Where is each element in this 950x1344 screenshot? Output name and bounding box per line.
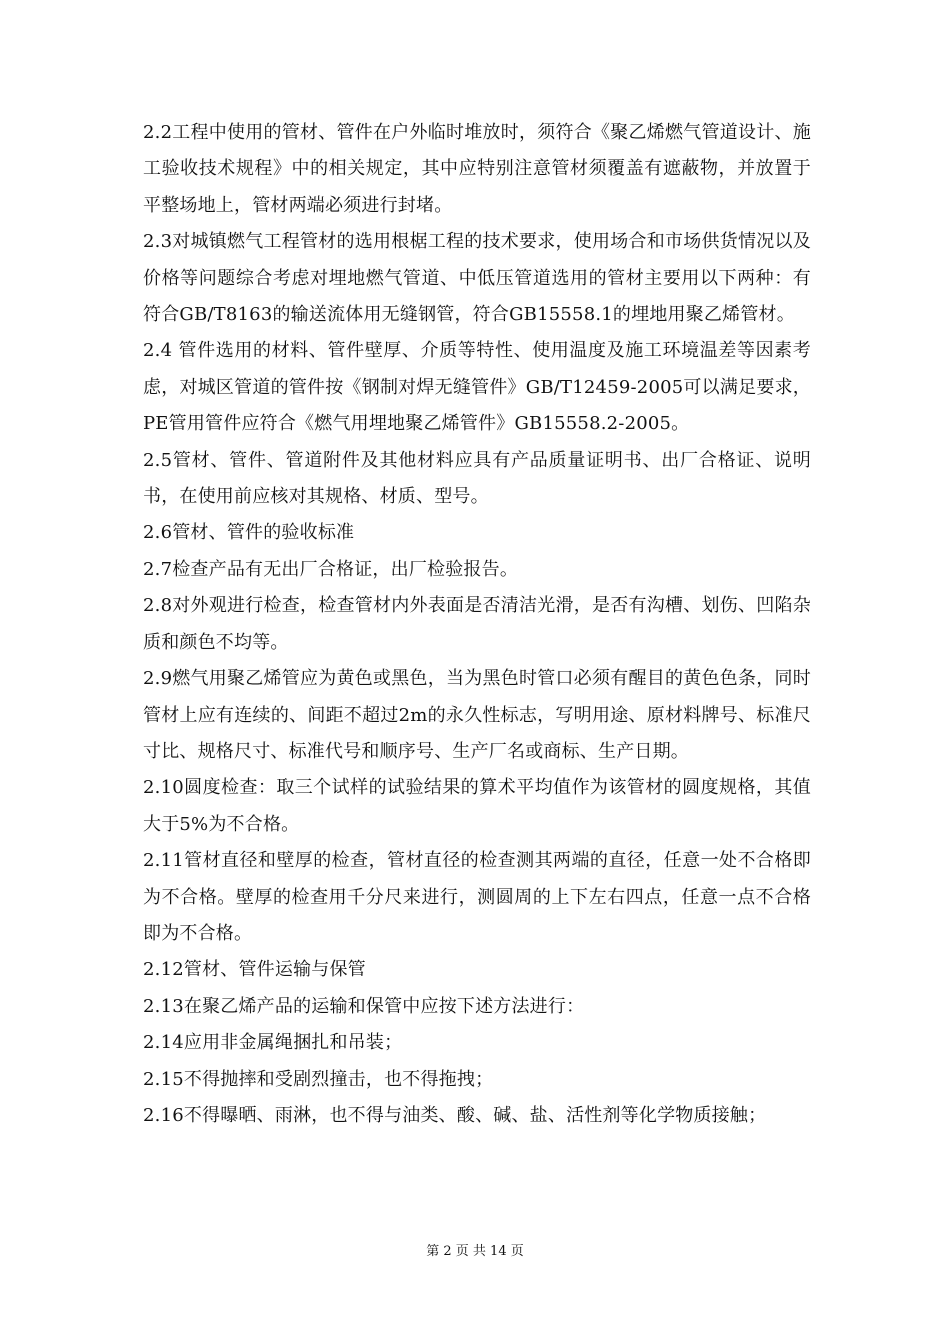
paragraph-2-13: 2.13在聚乙烯产品的运输和保管中应按下述方法进行： <box>143 995 585 1017</box>
paragraph-2-12: 2.12管材、管件运输与保管 <box>143 959 366 981</box>
page-number-footer: 第 2 页 共 14 页 <box>426 1244 524 1259</box>
document-body <box>143 115 811 1134</box>
paragraph-2-16: 2.16不得曝晒、雨淋，也不得与油类、酸、碱、盐、活性剂等化学物质接触； <box>143 1104 767 1126</box>
paragraph-2-2: 2.2工程中使用的管材、管件在户外临时堆放时，须符合《聚乙烯燃气管道设计、施工验收技术规程》中的相关规定，其中应特别注意管材须覆盖有遮蔽物，并放置于平整场地上，管材两端必须进行封堵。 <box>143 122 811 216</box>
paragraph-2-9: 2.9燃气用聚乙烯管应为黄色或黑色，当为黑色时管口必须有醒目的黄色色条，同时管材上应有连续的、间距不超过2m的永久性标志，写明用途、原材料牌号、标准尺寸比、规格尺寸、标准代号和顺序号、生产厂名或商标、生产日期。 <box>143 668 811 762</box>
paragraph-2-11: 2.11管材直径和壁厚的检查，管材直径的检查测其两端的直径，任意一处不合格即为不合格。壁厚的检查用千分尺来进行，测圆周的上下左右四点，任意一点不合格即为不合格。 <box>143 850 811 944</box>
paragraph-2-6: 2.6管材、管件的验收标准 <box>143 522 355 544</box>
paragraph-2-5: 2.5管材、管件、管道附件及其他材料应具有产品质量证明书、出厂合格证、说明书，在使用前应核对其规格、材质、型号。 <box>143 449 811 508</box>
paragraph-2-14: 2.14应用非金属绳捆扎和吊装； <box>143 1032 403 1054</box>
paragraph-2-10: 2.10圆度检查：取三个试样的试验结果的算术平均值作为该管材的圆度规格，其值大于5%为不合格。 <box>143 777 811 835</box>
paragraph-2-7: 2.7检查产品有无出厂合格证，出厂检验报告。 <box>143 558 519 580</box>
paragraph-2-3: 2.3对城镇燃气工程管材的选用根椐工程的技术要求，使用场合和市场供货情况以及价格等问题综合考虑对埋地燃气管道、中低压管道选用的管材主要用以下两种：有符合GB/T8163的输送流体用无缝钢管，符合GB15558.1的埋地用聚乙烯管材。 <box>143 231 811 326</box>
paragraph-2-8: 2.8对外观进行检查，检查管材内外表面是否清洁光滑，是否有沟槽、划伤、凹陷杂质和颜色不均等。 <box>143 595 811 653</box>
paragraph-2-4: 2.4 管件选用的材料、管件壁厚、介质等特性、使用温度及施工环境温差等因素考虑，对城区管道的管件按《钢制对焊无缝管件》GB/T12459-2005可以满足要求，PE管用管件应符合《燃气用埋地聚乙烯管件》GB15558.2-2005。 <box>143 340 811 435</box>
paragraph-2-15: 2.15不得抛摔和受剧烈撞击，也不得拖拽； <box>143 1068 494 1090</box>
